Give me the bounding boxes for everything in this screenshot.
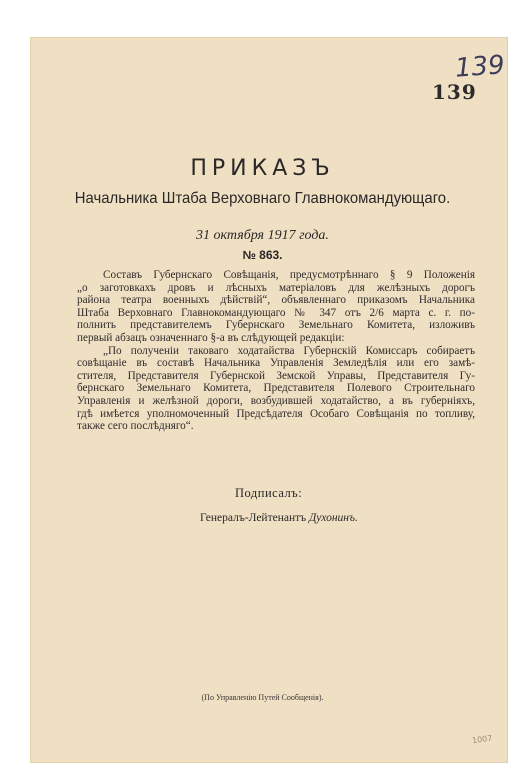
handwritten-page-number: 139	[454, 50, 506, 84]
body-line: „По полученіи таковаго ходатайства Губернскій Комиссаръ собираетъ	[103, 344, 475, 357]
order-number: № 863.	[242, 248, 283, 262]
body-line: „о заготовкахъ дровъ и лѣсныхъ матеріаловъ для желѣзныхъ дорогъ	[77, 281, 475, 294]
body-line: Штаба Верховнаго Главнокомандующаго № 347 отъ 2/6 марта с. г. по-	[77, 306, 475, 319]
body-line: гдѣ имѣется уполномоченный Предсѣдателя Особаго Совѣщанія по топливу,	[77, 407, 475, 420]
body-line: Управленія и желѣзной дороги, возбудившей ходатайство, а въ губерніяхъ,	[77, 394, 475, 407]
footer-note: (По Управленію Путей Сообщенія).	[201, 693, 324, 702]
order-body	[77, 269, 475, 433]
document-title: ПРИКАЗЪ	[190, 156, 335, 181]
stamped-page-number: 139	[432, 80, 477, 104]
pencil-archive-note: 1007	[471, 733, 493, 746]
document-date: 31 октября 1917 года.	[196, 228, 329, 243]
body-line: Составъ Губернскаго Совѣщанія, предусмотрѣннаго § 9 Положенія	[103, 269, 475, 281]
signed-label: Подписалъ:	[235, 486, 303, 500]
signer	[200, 512, 358, 524]
body-line: бернскаго Земельнаго Комитета, Представителя Полевого Строительнаго	[77, 382, 475, 395]
body-line: полнить представителемъ Губернскаго Земельнаго Комитета, изложивъ	[77, 319, 475, 332]
signer-name: Духонинъ.	[308, 512, 358, 524]
body-line: первый абзацъ означеннаго §-а въ слѣдующей редакціи:	[77, 331, 345, 344]
body-line: совѣщаніе въ составѣ Начальника Управленія Земледѣлія или его замѣ-	[77, 357, 475, 370]
signer-rank: Генералъ-Лейтенантъ	[200, 512, 307, 524]
body-line: также сего послѣдняго“.	[77, 420, 194, 433]
document-subtitle: Начальника Штаба Верховнаго Главнокомандующаго.	[74, 190, 451, 207]
body-line: района театра военныхъ дѣйствій“, объявленнаго приказомъ Начальника	[77, 294, 475, 307]
body-line: стителя, Представителя Губернской Земской Управы, Представителя Гу-	[77, 369, 475, 382]
